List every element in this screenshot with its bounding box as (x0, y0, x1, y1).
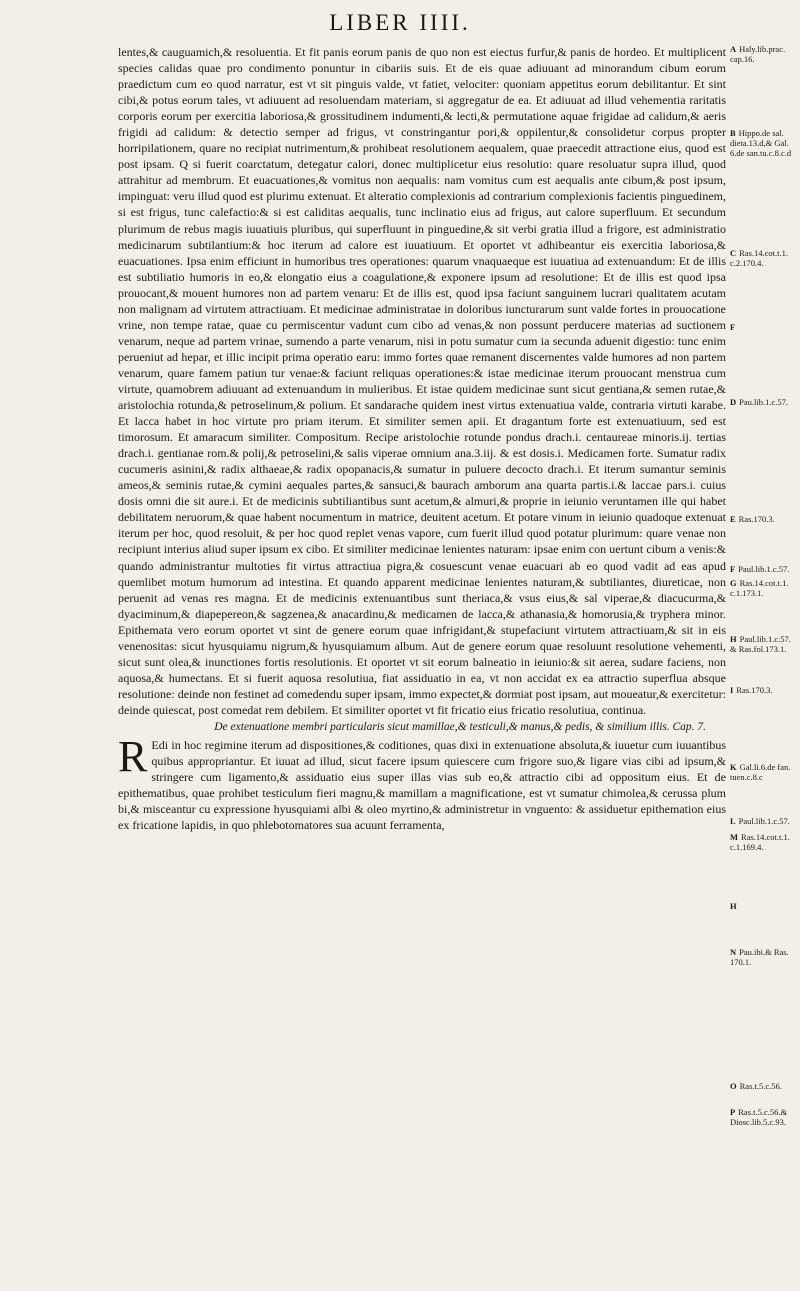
chapter-title: De extenuatione membri particularis sicut mamillae,& testiculi,& manus,& pedis, & similium illis. (214, 720, 670, 733)
body-paragraph: lentes,& cauguamich,& resoluentia. Et fit panis eorum panis de quo non est eiectus furfur,& panis de hordeo. Et multiplicent species calidas quae pro condimento ponuntur in cibariis suis. Et de eis quae adiuuant ad minorandum cibum eorum praedictum cum eo quod narratur, est vt sit pinguis valde, vt fatiet, velociter: quoniam appetitus eorum debilitantur. Et sint cibi,& potus eorum tales, vt adiuuent ad resoluendam materiam, si aggregatur de ea. Et adiuuat ad illud vehementia raritatis corporis eorum per exercitia laboriosa,& grossitudinem indumenti,& lecti,& permutatione aquae frigidae ad calidum,& aeris frigidi ad calidum: & detectio semper ad frigus, vt constringantur pori,& oppilentur,& consolidetur corpus propter horripilationem, quare no recipiat nutrimentum,& prohibeat resolutionem aequalem, quae praecedit attractione eius, quod est post ipsam. Q si fuerit coarctatum, detegatur calori, donec multiplicetur eius resolutio: quare resoluatur supra illud, quod attrahitur ad membrum. Et euacuationes,& vomitus non aequalis: nam vomitus cum est aequalis ante cibum,& post ipsum, impinguat: veru illud quod est plurimu extenuat. Et alteratio complexionis ad contrarium complexionis facientis pinguedinem, si est frigus, tunc calefactio:& si est caliditas aequalis, tunc inclinatio eius ad frigus, aut calore superfluum. Et secundum plurimum de rebus magis iuuatiuis pluribus, qui superfluunt in pinguedine,& sit verbi gratia illud a frigore, est administratio medicinarum subtilantium:& hoc iterum ad calore est iuuatiuum. Et oportet vt adhibeantur eis exercitia laboriosa,& euacuationes. Ipsa enim efficiunt in humoribus tres operationes: quarum vnaquaeque est iuuatiua ad extenuandum: Et de illis est subtiliatio humoris in eo,& elongatio eius a coagulatione,& exponere ipsum ad resolutione: Et de illis est quod ipsa prouocant,& mouent humores non ad partem venaru: Et de illis est, quod ipsa faciunt sanguinem lucrari qualitatem acutam non malignam ad virtutem attractiuam. Et medicinae administratae in doloribus iuncturarum sunt valde fortes in prouocatione vrine, non tempe ratae, quae cu permiscentur vadunt cum cibo ad venas,& non possunt perducere materias ad suctionem venarum, neque ad partem vrinae, sumendo a parte venarum, nisi in potu sumatur cum ia secunda aduenit digestio: tunc enim perueniut ad hepar, et illic incipit prima operatio earu: immo fortes quae remanent discernentes valde humores ad non partem venarum, quare famem patiun tur venae:& faciunt reliquas operationes:& istae medicinae iterum prouocant menstrua cum virtute, quamobrem adiuuant ad extenuandum in mulieribus. Et istae quidem medicinae sunt sicut gentiana,& semen rutae,& aristolochia rotunda,& petroselinum,& polium. Et sandarache quidem inest virtus extenuatiua valde, contraria virtuti karabe. Et lacca habet in hoc virtute pro priam iterum. Et similiter semen apii. Et dragantum forte est extenuatiuum, sed est timorosum. Et amaracum similiter. Compositum. Recipe aristolochie rotunde pondus drach.i. centaureae minoris.ij. tertias drach.i. gentianae rom.& polij,& petroselini,& salis viperae omnium ana.3.iij. & est dosis.i. Medicamen forte. Sumatur radix cucumeris asinini,& radix althaeae,& radix opopanacis,& sumatur in puluere decocto drach.i. Et iterum sumantur seminis ameos,& seminis rutae,& cymini aequales partes,& sansuci,& baurach amborum ana quarta partis.i.& laccae pars.i. cuius dosis omni die sit aure.i. Et de medicinis subtiliantibus sunt acetum,& almuri,& proprie in ieiunio veruntamen ille qui habet debilitatem neruorum,& quae habent nocumentum in matrice, deuitent acetum. Et potare vinum in ieiunio quadoque extenuat iterum per hoc, quod resoluit, & per hoc quod replet venas vapore, cum fuerit illud quod potatur plurimum: quare venae non recipiunt interius aliud super ipsum ex cibo. Et similiter medicinae lenientes naturam: ipsae enim con uertunt cibum a venis:& quando administrantur multoties fit virtus attractiua pigra,& cosuescunt venae euacuari ab eo quod vadit ad eas apud quemlibet motum humorum ad intestina. Et quando apparent medicinae lenientes naturam,& subtiliantes, diureticae, non peruenit ad venas res magna. Et de medicinis extenuantibus sunt theriaca,& vsus eius,& sal viperae,& diacucurma,& dyaciminum,& diapepereon,& sagzenea,& anacardinu,& medicamen de lacca,& athanasia,& homorusia,& tryphera minor. Epithemata vero eorum oportet vt sint de genere eorum quae infrigidant,& stupefaciunt virtutem attractiuam,& sit in eis venenositas: sicut hyusquiamu nigrum,& hyusquiamum album. Aut de genere eorum quae resoluunt resolutione vehementi, sicut sunt olea,& inunctiones fortis resolutionis. Et oportet vt sit eorum balneatio in ieiunio:& sit aerea, sudare faciens, non aquosa,& humectans. Et si fuerit aquosa resolutiua, fiat assiduatio in ea, vt non accidat ex ea attractio superflua absque resolutione: deinde non festinet ad comedendu super ipsam, immo expectet,& dormiat post ipsam, aut moueatur,& exercitetur: deinde quiescat, post comedat rem debilem. Et similiter oportet vt fit fricatio eius fricatio resolutiua, continua. (118, 45, 726, 717)
chapter-heading (118, 720, 726, 735)
margin-note: K Gal.li.6.de fan. tuen.c.8.c (730, 762, 791, 782)
margin-note: P Ras.t.5.c.56.& Diosc.lib.5.c.93. (730, 1107, 788, 1127)
margin-note: O Ras.t.5.c.56. (730, 1081, 782, 1091)
margin-note: C Ras.14.cot.t.1. c.2.170.4. (730, 248, 789, 268)
chapter-text: Edi in hoc regimine iterum ad dispositiones,& coditiones, quas dixi in extenuatione absoluta,& iuuetur cum iuuantibus quibus appropriantur. Et iuuat ad illud, sicut facere ipsum quiescere cum frigore suo,& ligare vias cibi ad ipsum,& stringere cum ligamento,& assiduatio eius super illas vias sub eo,& attractio cibi ad oppositum eius. Et de epithematibus, quae prohibet testiculum fieri magnu,& mamillam a magnificatione, est vt sumatur chimolea,& cerussa plum bi,& misceantur cu expressione hyusquiami albi & oleo myrtino,& administretur in vnguento: & assiduetur epithemation eius ex fricatione lapidis, in quo phlebotomatores sua acuunt ferramenta, (118, 737, 726, 833)
chapter-paragraph (118, 731, 726, 833)
margin-note: E Ras.170.3. (730, 514, 775, 524)
margin-note: D Pau.lib.1.c.57. (730, 397, 789, 407)
margin-note: L Paul.lib.1.c.57. (730, 816, 790, 826)
chapter-number: Cap. 7. (672, 720, 706, 733)
main-text-block (118, 44, 726, 833)
margin-note: H Paul.lib.1.c.57. & Ras.fol.173.1. (730, 634, 791, 654)
margin-note: I Ras.170.3. (730, 685, 773, 695)
running-head: LIBER IIII. (329, 10, 471, 35)
drop-cap: R (118, 731, 148, 781)
margin-note: H (730, 901, 737, 911)
margin-note: N Pau.ibi.& Ras. 170.1. (730, 947, 789, 967)
margin-note: B Hippo.de sal. dieta.13.d,& Gal. 6.de san.tu.c.8.c.d (730, 128, 792, 158)
margin-note: G Ras.14.cot.t.1. c.1.173.1. (730, 578, 789, 598)
margin-note: F Paul.lib.1.c.57. (730, 564, 790, 574)
margin-note: A Haly.lib.prac. cap.16. (730, 44, 786, 64)
margin-note: F (730, 322, 736, 332)
margin-note: M Ras.14.cot.t.1. c.1.169.4. (730, 832, 790, 852)
